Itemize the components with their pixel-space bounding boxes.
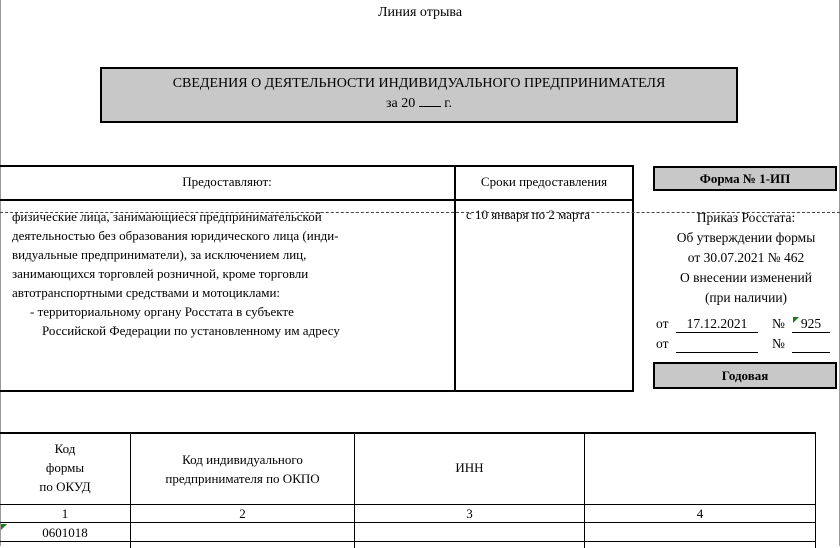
deadline-value: с 10 января по 2 марта [466, 207, 590, 222]
providers-bullet-line: - территориальному органу Росстата в субъекте [30, 304, 294, 319]
tear-line-label: Линия отрыва [377, 5, 463, 20]
order-approval-date: от 30.07.2021 № 462 [687, 250, 805, 265]
column-number: 3 [466, 506, 473, 521]
change-date-field[interactable] [676, 336, 758, 353]
change-number-field[interactable]: 925 [792, 316, 830, 333]
deadline-header: Сроки предоставления [480, 174, 608, 189]
cell-comment-marker-icon [793, 317, 799, 323]
change-date-field[interactable]: 17.12.2021 [676, 316, 758, 333]
number-label: № [772, 316, 785, 331]
providers-line: физические лица, занимающиеся предпринимательской [12, 209, 322, 224]
report-title-box [100, 67, 738, 123]
providers-column-divider [454, 167, 456, 392]
year-prefix: за 20 [386, 96, 416, 111]
order-changes-line: О внесении изменений [679, 270, 813, 285]
okpo-header-line: Код индивидуального [182, 452, 303, 467]
from-label: от [656, 336, 669, 351]
codes-table [0, 432, 816, 548]
year-field[interactable] [419, 93, 441, 107]
providers-bullet-line: Российской Федерации по установленному им адресу [42, 323, 340, 338]
okpo-header [131, 450, 354, 488]
providers-header: Предоставляют: [182, 174, 272, 189]
report-year-line [102, 93, 736, 113]
order-changes-note: (при наличии) [704, 290, 788, 305]
providers-table [0, 165, 634, 392]
okud-header-line: по ОКУД [39, 479, 91, 494]
dashed-cut-line [0, 212, 840, 213]
okud-header-line: Код [54, 441, 76, 456]
inn-header: ИНН [455, 460, 484, 475]
number-label: № [772, 336, 785, 351]
order-heading: Приказ Росстата: [696, 210, 796, 225]
column-number: 1 [61, 506, 69, 521]
okpo-header-line: предпринимателя по ОКПО [165, 471, 320, 486]
form-number-box: Форма № 1-ИП [653, 166, 837, 191]
providers-line: занимающихся торговлей розничной, кроме торговли [12, 266, 309, 281]
providers-line: видуальные предприниматели), за исключением лиц, [12, 247, 307, 262]
table-divider [815, 434, 816, 548]
providers-description [12, 207, 442, 340]
providers-line: деятельностью без образования юридического лица (инди- [12, 228, 339, 243]
periodicity-box: Годовая [653, 362, 837, 389]
table-divider [354, 434, 355, 548]
okud-header [0, 439, 130, 496]
rosstat-order-block [652, 208, 840, 308]
report-title: СВЕДЕНИЯ О ДЕЯТЕЛЬНОСТИ ИНДИВИДУАЛЬНОГО ПРЕДПРИНИМАТЕЛЯ [172, 76, 666, 91]
from-label: от [656, 316, 669, 331]
order-approval-line: Об утверждении формы [676, 230, 816, 245]
okud-code-value[interactable]: 0601018 [42, 525, 88, 540]
providers-line: автотранспортными средствами и мотоциклами: [12, 285, 281, 300]
okud-header-line: формы [45, 460, 85, 475]
column-number: 2 [239, 506, 246, 521]
change-number-field[interactable] [792, 336, 830, 353]
year-suffix: г. [444, 96, 452, 111]
column-number: 4 [696, 506, 704, 521]
table-divider [584, 434, 585, 548]
